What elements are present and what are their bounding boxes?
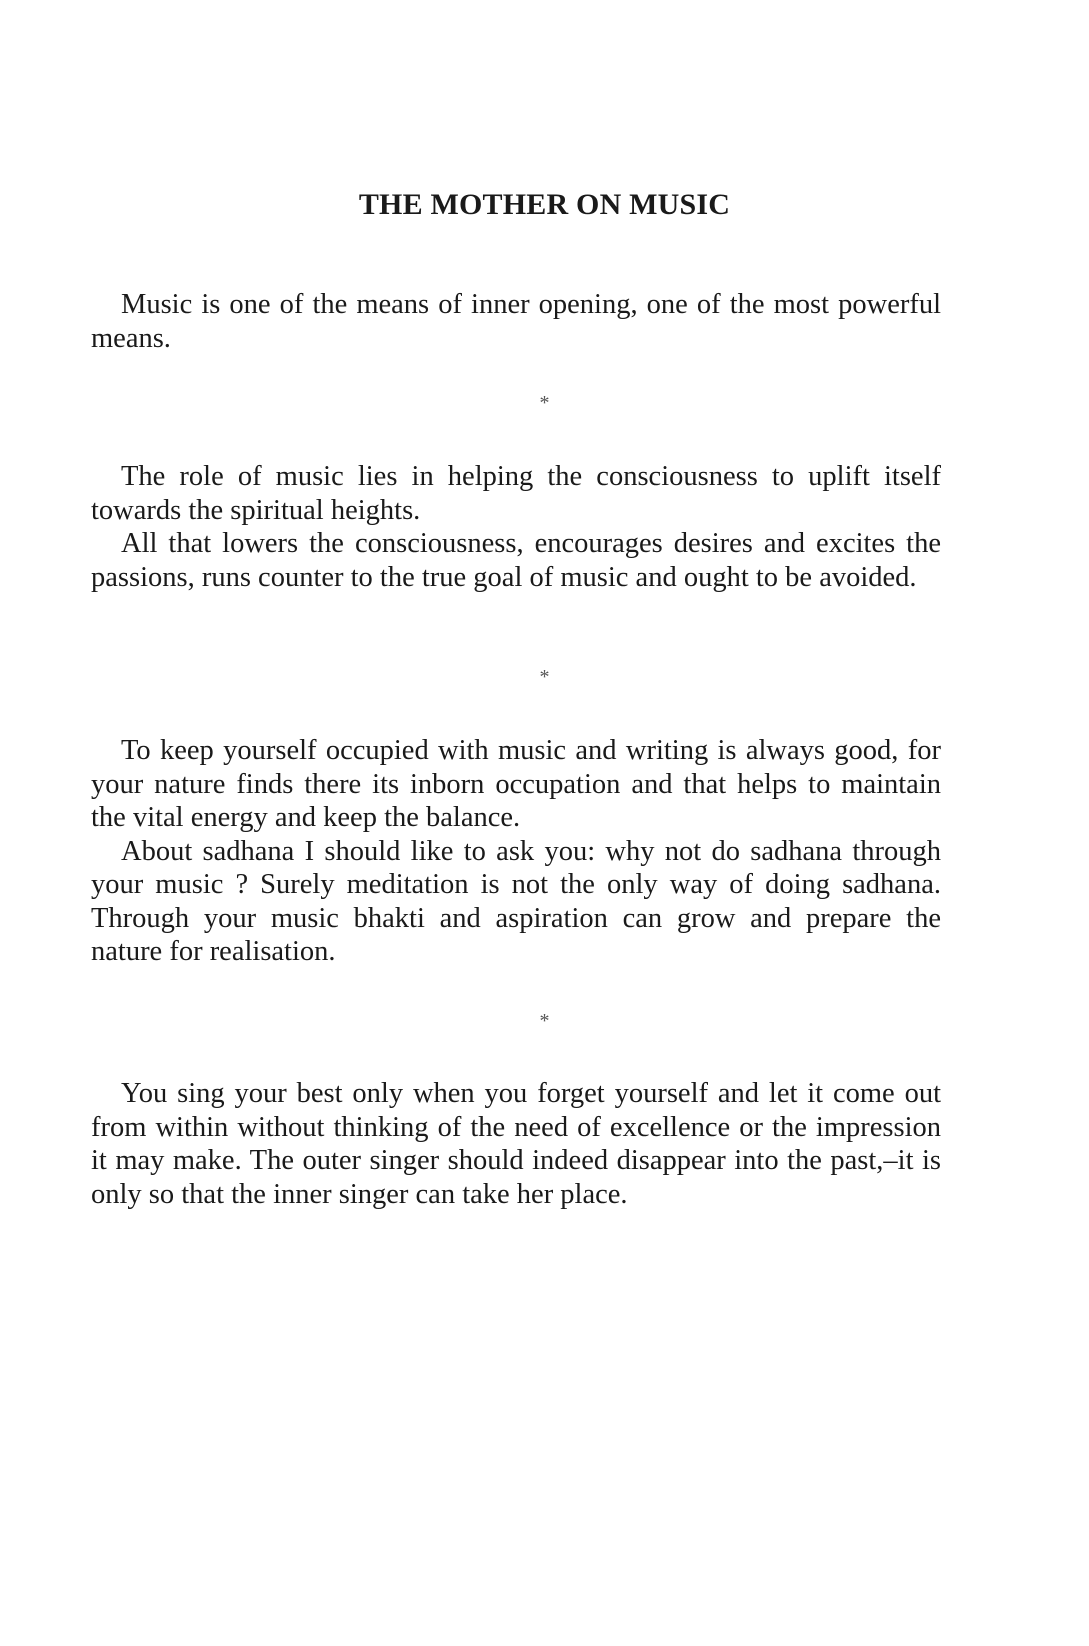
paragraph: Music is one of the means of inner opening, one of the most powerful means. [91, 289, 941, 354]
section-3 [91, 734, 941, 969]
section-separator: * [539, 1010, 550, 1032]
section-separator: * [539, 392, 550, 414]
section-1 [91, 288, 941, 355]
paragraph: You sing your best only when you forget yourself and let it come out from within without thinking of the need of excellence or the impression it may make. The outer singer should indeed disappear into the past,–it is only so that the inner singer can take her place. [91, 1078, 941, 1210]
paragraph: To keep yourself occupied with music and writing is always good, for your nature finds there its inborn occupation and that helps to maintain the vital energy and keep the balance. [91, 735, 941, 833]
section-4 [91, 1077, 941, 1211]
section-separator: * [539, 666, 550, 688]
section-2 [91, 460, 941, 594]
page-title: THE MOTHER ON MUSIC [358, 188, 731, 221]
paragraph: The role of music lies in helping the consciousness to uplift itself towards the spiritual heights. [91, 461, 941, 526]
paragraph: About sadhana I should like to ask you: why not do sadhana through your music ? Surely meditation is not the only way of doing sadhana. Through your music bhakti and aspiration can grow and prepare the nature for realisation. [91, 835, 941, 967]
paragraph: All that lowers the consciousness, encourages desires and excites the passions, runs counter to the true goal of music and ought to be avoided. [91, 528, 941, 593]
